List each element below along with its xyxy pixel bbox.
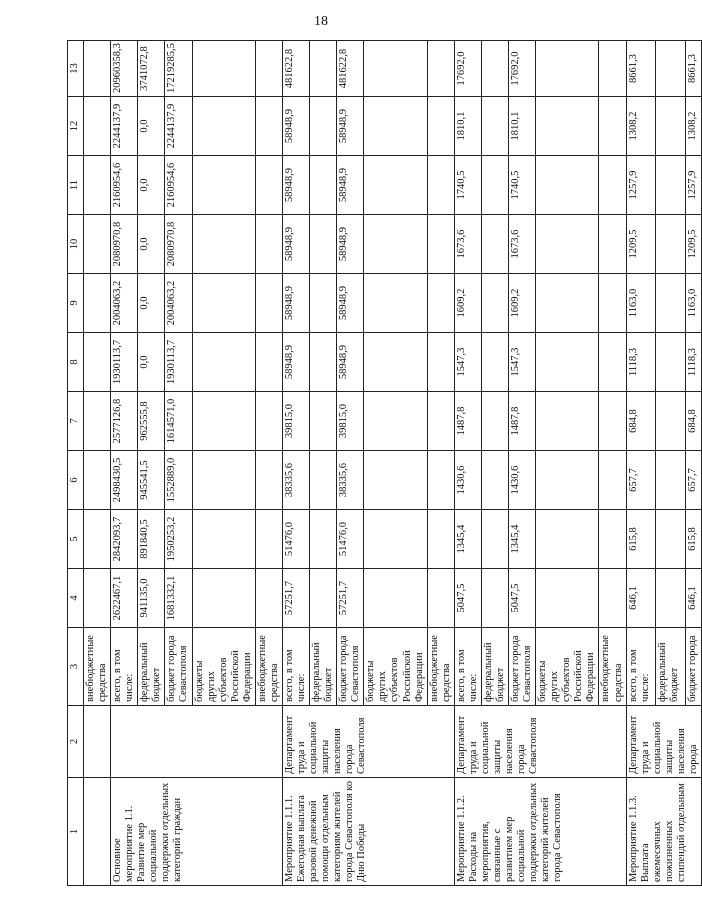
value-cell: 891840,5 <box>138 510 165 569</box>
value-cell: 58948,9 <box>282 215 309 274</box>
value-cell: 1552889,0 <box>165 451 192 510</box>
value-cell: 3741072,8 <box>138 41 165 97</box>
value-cell: 646,1 <box>626 569 655 628</box>
value-cell <box>481 392 508 451</box>
value-cell <box>427 510 454 569</box>
value-cell <box>536 97 599 156</box>
value-cell <box>192 215 255 274</box>
value-cell <box>364 156 427 215</box>
value-cell <box>310 215 337 274</box>
value-cell <box>536 156 599 215</box>
responsible-executor: Департамент труда и социальной защиты населения города Севастополя <box>282 706 454 778</box>
value-cell <box>310 333 337 392</box>
value-cell <box>599 392 626 451</box>
value-cell <box>599 451 626 510</box>
source-label: бюджет города <box>685 628 701 706</box>
value-cell: 39815,0 <box>337 392 364 451</box>
value-cell <box>481 215 508 274</box>
column-number: 13 <box>68 41 84 97</box>
value-cell <box>599 156 626 215</box>
value-cell: 1547,3 <box>509 333 536 392</box>
value-cell: 58948,9 <box>282 274 309 333</box>
value-cell: 2244137,9 <box>165 97 192 156</box>
value-cell <box>310 569 337 628</box>
value-cell <box>255 569 282 628</box>
column-number: 6 <box>68 451 84 510</box>
source-label: бюджеты других субъектов Российской Федерации <box>192 628 255 706</box>
column-number: 11 <box>68 156 84 215</box>
value-cell <box>84 510 111 569</box>
value-cell: 657,7 <box>626 451 655 510</box>
value-cell: 1547,3 <box>454 333 481 392</box>
value-cell: 0,0 <box>138 333 165 392</box>
value-cell <box>364 97 427 156</box>
value-cell <box>599 569 626 628</box>
value-cell <box>427 569 454 628</box>
value-cell <box>84 41 111 97</box>
value-cell <box>192 510 255 569</box>
value-cell <box>255 156 282 215</box>
value-cell <box>364 274 427 333</box>
source-label: всего, в том числе: <box>626 628 655 706</box>
value-cell: 58948,9 <box>337 333 364 392</box>
source-label: бюджет города Севастополя <box>165 628 192 706</box>
value-cell: 5047,5 <box>509 569 536 628</box>
value-cell: 2244137,9 <box>111 97 138 156</box>
value-cell: 20960358,3 <box>111 41 138 97</box>
value-cell <box>84 274 111 333</box>
value-cell: 8661,3 <box>626 41 655 97</box>
source-label: бюджеты других субъектов Российской Федерации <box>536 628 599 706</box>
value-cell <box>364 41 427 97</box>
value-cell: 1209,5 <box>626 215 655 274</box>
value-cell: 2080970,8 <box>165 215 192 274</box>
value-cell: 1673,6 <box>454 215 481 274</box>
value-cell: 38335,6 <box>282 451 309 510</box>
table-row <box>454 41 481 886</box>
value-cell <box>255 392 282 451</box>
value-cell <box>427 333 454 392</box>
value-cell: 2577126,8 <box>111 392 138 451</box>
source-label: федеральный бюджет <box>138 628 165 706</box>
value-cell <box>192 333 255 392</box>
value-cell: 481622,8 <box>282 41 309 97</box>
column-number: 5 <box>68 510 84 569</box>
value-cell: 58948,9 <box>337 156 364 215</box>
value-cell <box>192 97 255 156</box>
source-label: внебюджетные средства <box>84 628 111 706</box>
table-row <box>282 41 309 886</box>
value-cell: 0,0 <box>138 274 165 333</box>
value-cell: 51476,0 <box>282 510 309 569</box>
value-cell <box>536 333 599 392</box>
column-number: 2 <box>68 706 84 778</box>
value-cell <box>599 274 626 333</box>
value-cell <box>481 97 508 156</box>
source-label: федеральный бюджет <box>656 628 685 706</box>
value-cell <box>364 510 427 569</box>
value-cell: 1810,1 <box>454 97 481 156</box>
value-cell: 1118,3 <box>685 333 701 392</box>
value-cell: 0,0 <box>138 97 165 156</box>
value-cell: 1930113,7 <box>165 333 192 392</box>
value-cell <box>599 41 626 97</box>
source-label: внебюджетные средства <box>255 628 282 706</box>
value-cell: 58948,9 <box>282 97 309 156</box>
value-cell <box>84 333 111 392</box>
value-cell <box>192 156 255 215</box>
value-cell <box>536 274 599 333</box>
value-cell <box>599 510 626 569</box>
value-cell: 2622467,1 <box>111 569 138 628</box>
value-cell <box>481 569 508 628</box>
header-row <box>68 41 84 886</box>
value-cell: 1810,1 <box>509 97 536 156</box>
value-cell: 1345,4 <box>509 510 536 569</box>
column-number: 9 <box>68 274 84 333</box>
value-cell: 615,8 <box>626 510 655 569</box>
value-cell: 1609,2 <box>509 274 536 333</box>
value-cell: 2004063,2 <box>111 274 138 333</box>
value-cell: 941135,0 <box>138 569 165 628</box>
value-cell: 58948,9 <box>337 215 364 274</box>
value-cell <box>536 392 599 451</box>
value-cell <box>536 215 599 274</box>
value-cell: 1308,2 <box>626 97 655 156</box>
value-cell <box>255 97 282 156</box>
value-cell <box>536 451 599 510</box>
column-number: 12 <box>68 97 84 156</box>
value-cell <box>427 392 454 451</box>
value-cell <box>84 392 111 451</box>
column-number: 3 <box>68 628 84 706</box>
value-cell: 2080970,8 <box>111 215 138 274</box>
continuation-row <box>84 41 111 886</box>
value-cell: 684,8 <box>626 392 655 451</box>
value-cell <box>481 41 508 97</box>
value-cell <box>255 510 282 569</box>
value-cell: 51476,0 <box>337 510 364 569</box>
source-label: бюджеты других субъектов Российской Федерации <box>364 628 427 706</box>
value-cell <box>427 451 454 510</box>
value-cell: 1673,6 <box>509 215 536 274</box>
value-cell: 962555,8 <box>138 392 165 451</box>
source-label: федеральный бюджет <box>310 628 337 706</box>
value-cell: 5047,5 <box>454 569 481 628</box>
value-cell <box>427 97 454 156</box>
measure-name: Мероприятие 1.1.1. Ежегодная выплата разовой денежной помощи отдельным категориям жителей города Севастополя ко Дню Победы <box>282 778 454 886</box>
value-cell <box>536 510 599 569</box>
value-cell: 58948,9 <box>337 274 364 333</box>
value-cell <box>364 215 427 274</box>
value-cell <box>364 569 427 628</box>
measure-name: Мероприятие 1.1.2. Расходы на мероприятия, связанные с развитием мер социальной поддержки отдельных категорий жителей города Севастополя <box>454 778 626 886</box>
source-label: внебюджетные средства <box>427 628 454 706</box>
value-cell <box>310 156 337 215</box>
source-label: всего, в том числе: <box>282 628 309 706</box>
source-label: бюджет города Севастополя <box>509 628 536 706</box>
source-label: федеральный бюджет <box>481 628 508 706</box>
responsible-executor: Департамент труда и социальной защиты населения города Севастополя <box>454 706 626 778</box>
value-cell <box>481 274 508 333</box>
value-cell <box>192 451 255 510</box>
value-cell <box>84 156 111 215</box>
rotated-table-frame <box>67 42 699 886</box>
value-cell <box>656 215 685 274</box>
value-cell: 1163,0 <box>626 274 655 333</box>
value-cell <box>481 333 508 392</box>
table-row <box>626 41 655 886</box>
value-cell: 38335,6 <box>337 451 364 510</box>
value-cell <box>255 41 282 97</box>
value-cell: 1308,2 <box>685 97 701 156</box>
value-cell <box>192 569 255 628</box>
value-cell: 684,8 <box>685 392 701 451</box>
value-cell: 17219285,5 <box>165 41 192 97</box>
responsible-executor <box>111 706 283 778</box>
value-cell <box>536 41 599 97</box>
value-cell: 1740,5 <box>509 156 536 215</box>
budget-table <box>67 40 702 886</box>
value-cell: 1950253,2 <box>165 510 192 569</box>
value-cell <box>364 333 427 392</box>
value-cell: 57251,7 <box>282 569 309 628</box>
column-number: 8 <box>68 333 84 392</box>
value-cell <box>656 41 685 97</box>
column-number: 4 <box>68 569 84 628</box>
value-cell: 1487,8 <box>454 392 481 451</box>
value-cell: 1740,5 <box>454 156 481 215</box>
value-cell <box>310 451 337 510</box>
value-cell: 0,0 <box>138 156 165 215</box>
source-label: внебюджетные средства <box>599 628 626 706</box>
value-cell: 58948,9 <box>282 156 309 215</box>
value-cell: 2498430,5 <box>111 451 138 510</box>
value-cell <box>656 274 685 333</box>
value-cell <box>656 451 685 510</box>
value-cell <box>255 451 282 510</box>
responsible-executor: Департамент труда и социальной защиты населения города <box>626 706 701 778</box>
value-cell <box>427 156 454 215</box>
value-cell <box>84 451 111 510</box>
value-cell <box>427 274 454 333</box>
value-cell: 646,1 <box>685 569 701 628</box>
value-cell: 1118,3 <box>626 333 655 392</box>
value-cell <box>599 97 626 156</box>
value-cell <box>364 392 427 451</box>
value-cell: 1345,4 <box>454 510 481 569</box>
value-cell: 58948,9 <box>282 333 309 392</box>
value-cell: 1257,9 <box>626 156 655 215</box>
value-cell <box>255 274 282 333</box>
value-cell <box>310 510 337 569</box>
column-number: 7 <box>68 392 84 451</box>
measure-name: Основное мероприятие 1.1. Развитие мер социальной поддержки отдельных категорий граждан <box>111 778 283 886</box>
value-cell <box>84 569 111 628</box>
value-cell <box>310 274 337 333</box>
value-cell <box>427 41 454 97</box>
value-cell: 2004063,2 <box>165 274 192 333</box>
value-cell: 1209,5 <box>685 215 701 274</box>
value-cell <box>656 97 685 156</box>
value-cell <box>192 41 255 97</box>
value-cell <box>481 156 508 215</box>
value-cell <box>536 569 599 628</box>
source-label: бюджет города Севастополя <box>337 628 364 706</box>
value-cell <box>192 274 255 333</box>
value-cell <box>255 215 282 274</box>
value-cell <box>599 333 626 392</box>
source-label: всего, в том числе: <box>111 628 138 706</box>
value-cell <box>255 333 282 392</box>
value-cell <box>656 392 685 451</box>
value-cell <box>310 41 337 97</box>
value-cell: 1930113,7 <box>111 333 138 392</box>
value-cell: 945541,5 <box>138 451 165 510</box>
value-cell <box>656 510 685 569</box>
value-cell: 2160954,6 <box>165 156 192 215</box>
value-cell <box>656 156 685 215</box>
value-cell: 615,8 <box>685 510 701 569</box>
source-label: всего, в том числе: <box>454 628 481 706</box>
value-cell <box>364 451 427 510</box>
value-cell <box>310 392 337 451</box>
value-cell: 1614571,0 <box>165 392 192 451</box>
column-number: 1 <box>68 778 84 886</box>
value-cell: 1681332,1 <box>165 569 192 628</box>
value-cell: 39815,0 <box>282 392 309 451</box>
value-cell: 8661,3 <box>685 41 701 97</box>
value-cell: 1609,2 <box>454 274 481 333</box>
value-cell <box>599 215 626 274</box>
value-cell: 1487,8 <box>509 392 536 451</box>
value-cell: 1163,0 <box>685 274 701 333</box>
value-cell: 657,7 <box>685 451 701 510</box>
value-cell <box>427 215 454 274</box>
empty-cell <box>84 778 111 886</box>
value-cell: 2842093,7 <box>111 510 138 569</box>
value-cell: 57251,7 <box>337 569 364 628</box>
value-cell: 17692,0 <box>454 41 481 97</box>
empty-cell <box>84 706 111 778</box>
table-row <box>111 41 138 886</box>
value-cell: 58948,9 <box>337 97 364 156</box>
value-cell <box>481 451 508 510</box>
value-cell <box>84 215 111 274</box>
value-cell <box>481 510 508 569</box>
value-cell <box>310 97 337 156</box>
value-cell: 1430,6 <box>509 451 536 510</box>
value-cell <box>656 569 685 628</box>
value-cell <box>656 333 685 392</box>
value-cell: 481622,8 <box>337 41 364 97</box>
value-cell <box>192 392 255 451</box>
column-number: 10 <box>68 215 84 274</box>
value-cell <box>84 97 111 156</box>
value-cell: 17692,0 <box>509 41 536 97</box>
value-cell: 0,0 <box>138 215 165 274</box>
value-cell: 1430,6 <box>454 451 481 510</box>
measure-name: Мероприятие 1.1.3. Выплата ежемесячных пожизненных стипендий отдельным <box>626 778 701 886</box>
page-number: 18 <box>314 14 328 29</box>
value-cell: 2160954,6 <box>111 156 138 215</box>
value-cell: 1257,9 <box>685 156 701 215</box>
